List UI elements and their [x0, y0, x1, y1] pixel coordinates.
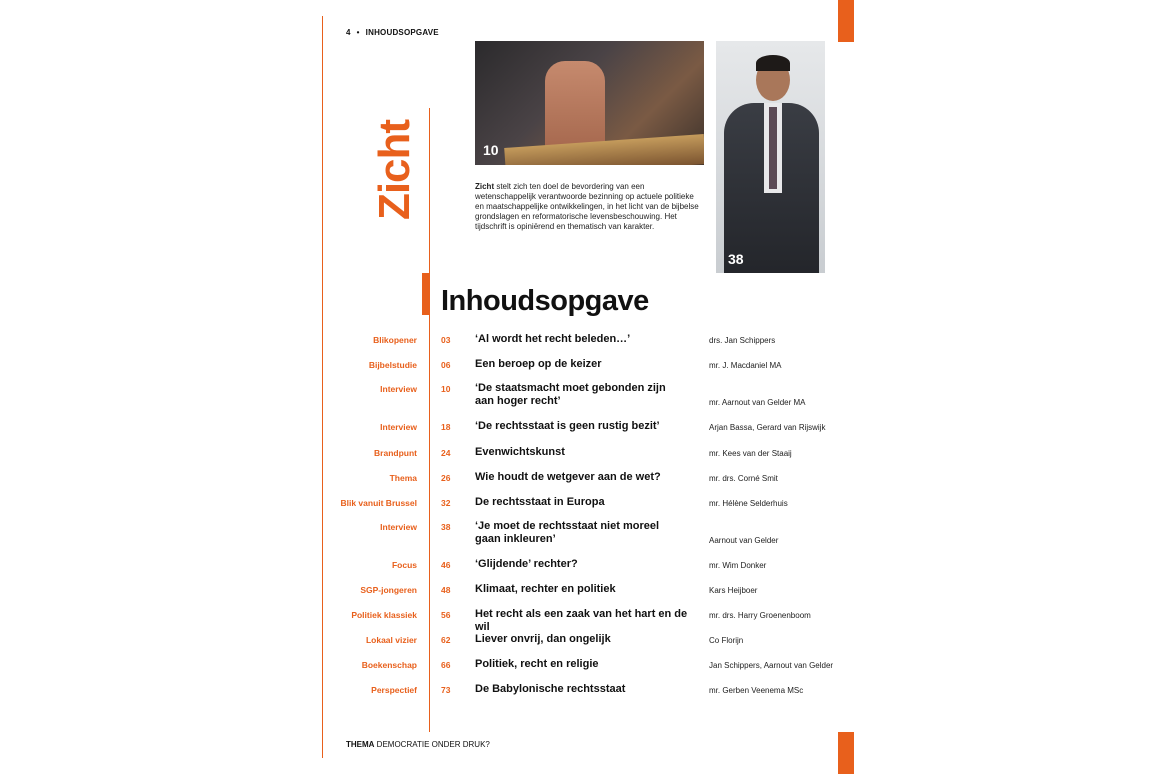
toc-article-line-1: De Babylonische rechtsstaat [475, 683, 626, 695]
toc-article-line-1: Een beroep op de keizer [475, 358, 602, 370]
toc-category: Bijbelstudie [368, 360, 417, 370]
top-page-tab [838, 0, 854, 42]
toc-author: Co Florijn [709, 636, 744, 645]
toc-page-number[interactable]: 18 [441, 422, 451, 432]
toc-author: mr. J. Macdaniel MA [709, 361, 782, 370]
page-number: 4 [346, 28, 351, 37]
toc-article-line-1: Klimaat, rechter en politiek [475, 583, 616, 595]
toc-category: Interview [380, 522, 417, 532]
toc-category: Interview [380, 384, 417, 394]
toc-article-title[interactable] [475, 333, 700, 346]
toc-category: Boekenschap [361, 660, 417, 670]
toc-page-number[interactable]: 24 [441, 448, 451, 458]
intro-text: stelt zich ten doel de bevordering van een wetenschappelijk verantwoorde bezinning op actuele politieke en maatschappelijke ontwikkelingen, in het licht van de bijbelse grondslagen en reformatorische levensbeschouwing. Het tijdschrift is opiniërend en thematisch van karakter. [475, 182, 699, 231]
toc-page-number[interactable]: 03 [441, 335, 451, 345]
intro-paragraph [475, 182, 700, 232]
bottom-page-tab [838, 732, 854, 774]
toc-article-title[interactable] [475, 583, 700, 596]
toc-category: Blikopener [373, 335, 417, 345]
toc-article-line-1: ‘Glijdende’ rechter? [475, 558, 578, 570]
section-title: INHOUDSOPGAVE [365, 28, 439, 37]
toc-category: Blik vanuit Brussel [340, 498, 417, 508]
toc-page-number[interactable]: 26 [441, 473, 451, 483]
toc-author: mr. Gerben Veenema MSc [709, 686, 804, 695]
toc-page-number[interactable]: 06 [441, 360, 451, 370]
toc-article-line-1: ‘De staatsmacht moet gebonden zijn [475, 382, 666, 394]
toc-category: Interview [380, 422, 417, 432]
toc-page-number[interactable]: 46 [441, 560, 451, 570]
toc-author: mr. drs. Harry Groenenboom [709, 611, 811, 620]
toc-author: drs. Jan Schippers [709, 336, 776, 345]
toc-category: Brandpunt [374, 448, 417, 458]
toc-author: mr. Aarnout van Gelder MA [709, 398, 806, 407]
toc-article-title[interactable] [475, 608, 700, 634]
toc-article-line-2: gaan inkleuren’ [475, 533, 556, 545]
intro-brand: Zicht [475, 182, 495, 191]
toc-article-line-2: aan hoger recht’ [475, 395, 561, 407]
toc-page-number[interactable]: 73 [441, 685, 451, 695]
toc-page-number[interactable]: 10 [441, 384, 451, 394]
footer-label: THEMA [346, 740, 375, 749]
toc-page-number[interactable]: 38 [441, 522, 451, 532]
toc-article-line-1: ‘Je moet de rechtsstaat niet moreel [475, 520, 660, 532]
toc-article-line-1: De rechtsstaat in Europa [475, 496, 605, 508]
toc-article-title[interactable] [475, 496, 700, 509]
hand-on-book-photo[interactable] [475, 41, 704, 165]
tie-shape [769, 107, 777, 189]
toc-author: mr. drs. Corné Smit [709, 474, 778, 483]
header-bullet: • [356, 28, 360, 37]
toc-author: Aarnout van Gelder [709, 536, 779, 545]
toc-article-title[interactable] [475, 358, 700, 371]
toc-article-title[interactable] [475, 520, 700, 546]
toc-author: Arjan Bassa, Gerard van Rijswijk [709, 423, 826, 432]
toc-author: mr. Kees van der Staaij [709, 449, 792, 458]
toc-page-number[interactable]: 56 [441, 610, 451, 620]
toc-category: Politiek klassiek [351, 610, 417, 620]
magazine-title [355, 105, 435, 235]
toc-category: Lokaal vizier [365, 635, 417, 645]
title-accent-bar [422, 273, 429, 315]
toc-author: mr. Wim Donker [709, 561, 767, 570]
page-title: Inhoudsopgave [441, 285, 649, 317]
toc-page-number[interactable]: 48 [441, 585, 451, 595]
toc-author: Jan Schippers, Aarnout van Gelder [709, 661, 834, 670]
toc-article-line-1: Politiek, recht en religie [475, 658, 599, 670]
toc-category: SGP-jongeren [360, 585, 417, 595]
toc-article-line-1: Het recht als een zaak van het hart en de wil [475, 608, 688, 633]
toc-category: Focus [391, 560, 417, 570]
hair-shape [756, 55, 790, 71]
toc-article-line-1: Wie houdt de wetgever aan de wet? [475, 471, 661, 483]
toc-article-line-1: Liever onvrij, dan ongelijk [475, 633, 611, 645]
page-header [346, 28, 445, 37]
toc-article-title[interactable] [475, 558, 700, 571]
toc-article-line-1: ‘De rechtsstaat is geen rustig bezit’ [475, 420, 660, 432]
toc-article-title[interactable] [475, 382, 700, 408]
toc-page-number[interactable]: 32 [441, 498, 451, 508]
photo-page-number: 10 [483, 142, 499, 158]
photo-page-number: 38 [728, 251, 744, 267]
toc-article-title[interactable] [475, 683, 700, 696]
toc-article-title[interactable] [475, 420, 700, 433]
toc-article-line-1: ‘Al wordt het recht beleden…’ [475, 333, 631, 345]
page-footer [346, 740, 490, 749]
toc-author: mr. Hélène Selderhuis [709, 499, 788, 508]
toc-author: Kars Heijboer [709, 586, 758, 595]
toc-article-line-1: Evenwichtskunst [475, 446, 565, 458]
man-in-suit-photo[interactable] [716, 41, 825, 273]
toc-page-number[interactable]: 62 [441, 635, 451, 645]
footer-text: DEMOCRATIE ONDER DRUK? [374, 740, 490, 749]
toc-article-title[interactable] [475, 446, 700, 459]
toc-article-title[interactable] [475, 658, 700, 671]
magazine-title-text: Zicht [370, 119, 419, 221]
toc-article-title[interactable] [475, 633, 700, 646]
toc-category: Thema [389, 473, 417, 483]
toc-article-title[interactable] [475, 471, 700, 484]
toc-page-number[interactable]: 66 [441, 660, 451, 670]
toc-category: Perspectief [371, 685, 417, 695]
